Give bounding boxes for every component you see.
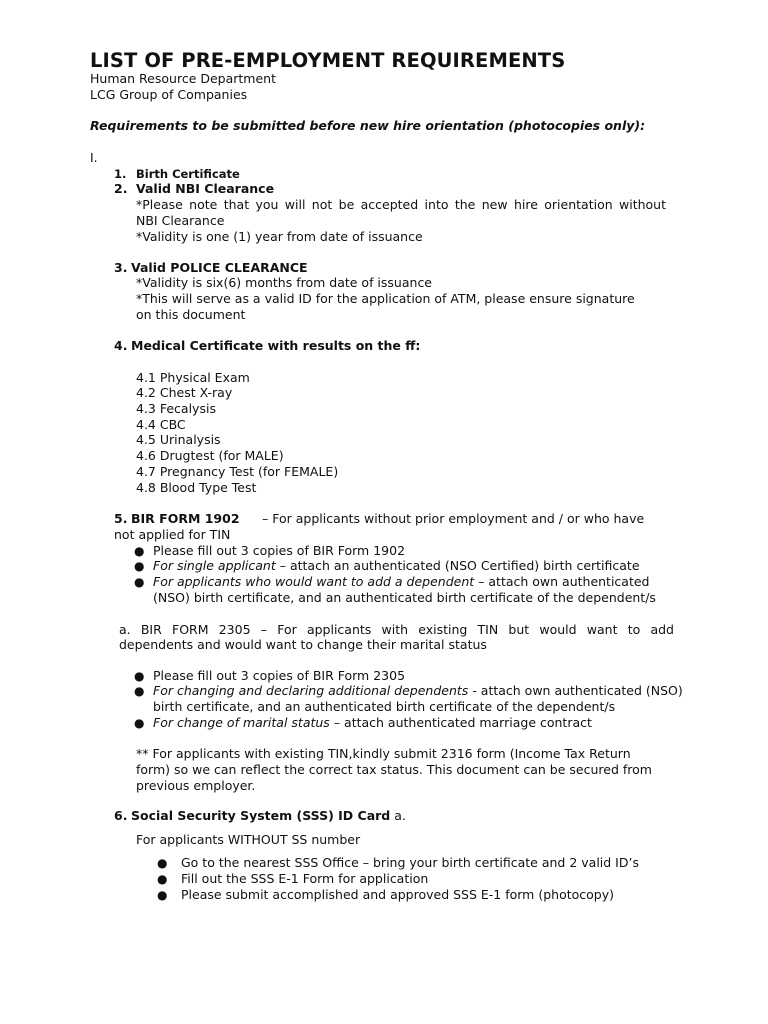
- item-1-label: Birth Certificate: [136, 167, 240, 181]
- bir-1902-bullet-3-cont: (NSO) birth certificate, and an authenticated birth certificate of the dependent/s: [153, 590, 656, 605]
- item-5-label: BIR FORM 1902: [131, 511, 240, 526]
- item-2-validity: *Validity is one (1) year from date of issuance: [136, 229, 423, 244]
- medical-sub-item: 4.6 Drugtest (for MALE): [136, 448, 284, 463]
- tin-note-line-3: previous employer.: [136, 778, 256, 793]
- item-3-number: 3.: [114, 260, 128, 275]
- bullet-icon: ●: [157, 856, 168, 870]
- item-3-note-line-2: on this document: [136, 307, 246, 322]
- item-6-number: 6.: [114, 808, 128, 823]
- item-2-number: 2.: [114, 181, 128, 196]
- item-5-number: 5.: [114, 511, 128, 526]
- bullet-2-text: – attach an authenticated (NSO Certified) birth certificate: [279, 558, 640, 573]
- medical-sub-item: 4.7 Pregnancy Test (for FEMALE): [136, 464, 339, 479]
- bullet-3-italic: For applicants who would want to add a dependent: [153, 574, 475, 589]
- item-6-suffix: a.: [394, 808, 406, 823]
- bullet-icon: ●: [134, 684, 145, 698]
- bullet-5-italic: For changing and declaring additional dependents: [153, 683, 469, 698]
- intro-heading: Requirements to be submitted before new hire orientation (photocopies only):: [90, 118, 646, 133]
- bir-2305-bullet-1: Please fill out 3 copies of BIR Form 2305: [153, 668, 406, 683]
- item-4-number: 4.: [114, 338, 128, 353]
- item-6-label: Social Security System (SSS) ID Card: [131, 808, 391, 823]
- bullet-icon: ●: [134, 544, 145, 558]
- bullet-6-text: – attach authenticated marriage contract: [333, 715, 592, 730]
- bullet-6-italic: For change of marital status: [153, 715, 330, 730]
- bullet-3-text: – attach own authenticated: [478, 574, 650, 589]
- bir-2305-line-1: a. BIR FORM 2305 – For applicants with existing TIN but would want to add: [119, 622, 674, 637]
- medical-sub-item: 4.5 Urinalysis: [136, 432, 221, 447]
- bir-2305-bullet-2: [153, 683, 683, 699]
- sss-bullet-3: Please submit accomplished and approved SSS E-1 form (photocopy): [181, 887, 614, 902]
- item-5-description-line-1: – For applicants without prior employment and / or who have: [262, 511, 645, 526]
- medical-sub-item: 4.3 Fecalysis: [136, 401, 216, 416]
- bir-1902-bullet-3: [153, 574, 650, 590]
- item-3-validity: *Validity is six(6) months from date of issuance: [136, 275, 433, 290]
- bullet-icon: ●: [134, 575, 145, 589]
- item-4-label: Medical Certificate with results on the ff:: [131, 338, 421, 353]
- item-3-note-line-1: *This will serve as a valid ID for the application of ATM, please ensure signature: [136, 291, 635, 306]
- medical-sub-item: 4.8 Blood Type Test: [136, 480, 257, 495]
- bullet-icon: ●: [134, 669, 145, 683]
- item-6-heading: [131, 808, 406, 824]
- sss-bullet-2: Fill out the SSS E-1 Form for application: [181, 871, 429, 886]
- bullet-icon: ●: [134, 559, 145, 573]
- bullet-icon: ●: [157, 888, 168, 902]
- tin-note-line-2: form) so we can reflect the correct tax status. This document can be secured from: [136, 762, 652, 777]
- medical-sub-item: 4.1 Physical Exam: [136, 370, 250, 385]
- bir-2305-bullet-2-cont: birth certificate, and an authenticated birth certificate of the dependent/s: [153, 699, 616, 714]
- department-name: Human Resource Department: [90, 71, 276, 86]
- item-1-number: 1.: [114, 167, 127, 181]
- bullet-5-text: - attach own authenticated (NSO): [472, 683, 683, 698]
- sss-subheading: For applicants WITHOUT SS number: [136, 832, 361, 847]
- medical-sub-item: 4.4 CBC: [136, 417, 186, 432]
- medical-sub-item: 4.2 Chest X-ray: [136, 385, 233, 400]
- bir-2305-line-2: dependents and would want to change their marital status: [119, 637, 487, 652]
- item-2-note-line-2: NBI Clearance: [136, 213, 225, 228]
- bir-2305-bullet-3: [153, 715, 592, 731]
- item-2-note-line-1: *Please note that you will not be accepted into the new hire orientation without: [136, 197, 666, 212]
- item-2-label: Valid NBI Clearance: [136, 181, 275, 196]
- bullet-icon: ●: [134, 716, 145, 730]
- bir-1902-bullet-1: Please fill out 3 copies of BIR Form 1902: [153, 543, 406, 558]
- sss-bullet-1: Go to the nearest SSS Office – bring your birth certificate and 2 valid ID’s: [181, 855, 639, 870]
- tin-note-line-1: ** For applicants with existing TIN,kindly submit 2316 form (Income Tax Return: [136, 746, 631, 761]
- item-5-description-line-2: not applied for TIN: [114, 527, 231, 542]
- bullet-icon: ●: [157, 872, 168, 886]
- bullet-2-italic: For single applicant: [153, 558, 276, 573]
- section-numeral: I.: [90, 150, 98, 165]
- page-title: LIST OF PRE-EMPLOYMENT REQUIREMENTS: [90, 49, 566, 72]
- bir-1902-bullet-2: [153, 558, 640, 574]
- company-name: LCG Group of Companies: [90, 87, 248, 102]
- item-3-label: Valid POLICE CLEARANCE: [131, 260, 308, 275]
